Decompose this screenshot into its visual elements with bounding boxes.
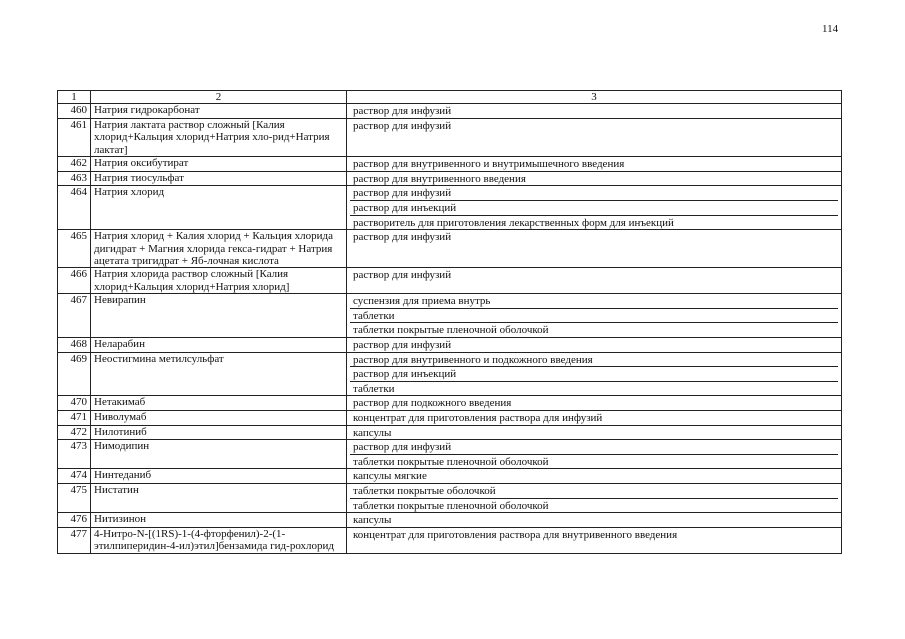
table-row	[58, 186, 842, 230]
table-row	[58, 352, 842, 396]
row-number: 472	[58, 425, 91, 440]
dosage-form: раствор для инфузий	[350, 186, 838, 201]
table-row	[58, 119, 842, 157]
dosage-forms	[347, 294, 842, 338]
table-row	[58, 338, 842, 353]
dosage-form: раствор для внутривенного введения	[353, 172, 526, 185]
dosage-forms	[347, 425, 842, 440]
drug-name: Невирапин	[91, 294, 347, 338]
dosage-form: раствор для инфузий	[350, 440, 838, 455]
dosage-form: растворитель для приготовления лекарственных форм для инъекций	[353, 216, 674, 229]
row-number: 477	[58, 527, 91, 553]
dosage-form: раствор для подкожного введения	[353, 397, 512, 410]
dosage-forms	[347, 410, 842, 425]
table-header-row	[58, 91, 842, 104]
dosage-form: капсулы мягкие	[353, 470, 427, 483]
drug-name: Неларабин	[91, 338, 347, 353]
dosage-form: таблетки покрытые пленочной оболочкой	[353, 324, 549, 337]
row-number: 467	[58, 294, 91, 338]
dosage-forms	[347, 352, 842, 396]
dosage-form: таблетки	[353, 382, 395, 395]
row-number: 463	[58, 171, 91, 186]
table-row	[58, 171, 842, 186]
table-row	[58, 268, 842, 294]
dosage-forms	[347, 268, 842, 294]
drug-name: Натрия хлорид	[91, 186, 347, 230]
dosage-form: концентрат для приготовления раствора для инфузий	[353, 411, 603, 424]
dosage-forms	[347, 469, 842, 484]
drug-name: Нистатин	[91, 483, 347, 512]
dosage-form: капсулы	[353, 514, 392, 527]
page-number: 114	[822, 23, 839, 35]
row-number: 469	[58, 352, 91, 396]
table-row	[58, 425, 842, 440]
dosage-form: раствор для внутривенного и внутримышечного введения	[353, 158, 625, 171]
row-number: 465	[58, 230, 91, 268]
dosage-forms	[347, 513, 842, 528]
table-row	[58, 483, 842, 512]
dosage-forms	[347, 483, 842, 512]
table-row	[58, 396, 842, 411]
dosage-form: раствор для инъекций	[350, 367, 838, 382]
drug-name: Натрия оксибутират	[91, 157, 347, 172]
drug-name: 4-Нитро-N-[(1RS)-1-(4-фторфенил)-2-(1-этилпиперидин-4-ил)этил]бензамида гид-рохлорид	[91, 527, 347, 553]
row-number: 461	[58, 119, 91, 157]
drug-name: Ниволумаб	[91, 410, 347, 425]
drug-name: Натрия гидрокарбонат	[91, 104, 347, 119]
drug-name: Неостигмина метилсульфат	[91, 352, 347, 396]
dosage-form: таблетки покрытые оболочкой	[350, 484, 838, 499]
dosage-form: суспензия для приема внутрь	[350, 294, 838, 309]
dosage-forms	[347, 104, 842, 119]
drug-name: Нинтеданиб	[91, 469, 347, 484]
table-row	[58, 230, 842, 268]
dosage-forms	[347, 119, 842, 157]
dosage-form: раствор для инфузий	[353, 105, 452, 118]
dosage-form: таблетки покрытые пленочной оболочкой	[353, 455, 549, 468]
dosage-form: раствор для инфузий	[353, 269, 452, 282]
dosage-form: раствор для внутривенного и подкожного введения	[350, 353, 838, 368]
dosage-form: капсулы	[353, 426, 392, 439]
row-number: 460	[58, 104, 91, 119]
drug-list-table	[57, 90, 842, 554]
row-number: 474	[58, 469, 91, 484]
table-row	[58, 440, 842, 469]
drug-name: Нилотиниб	[91, 425, 347, 440]
dosage-form: таблетки	[350, 309, 838, 324]
drug-name: Натрия хлорид + Калия хлорид + Кальция хлорида дигидрат + Магния хлорида гекса-гидрат + Натрия ацетата тригидрат + Яб-лочная кислота	[91, 230, 347, 268]
column-header-form: 3	[347, 91, 842, 104]
drug-name: Натрия тиосульфат	[91, 171, 347, 186]
row-number: 475	[58, 483, 91, 512]
table-row	[58, 294, 842, 338]
dosage-form: раствор для инфузий	[353, 231, 452, 244]
table-body	[58, 104, 842, 553]
dosage-form: раствор для инфузий	[353, 120, 452, 132]
dosage-forms	[347, 230, 842, 268]
table-row	[58, 469, 842, 484]
table-row	[58, 410, 842, 425]
row-number: 476	[58, 513, 91, 528]
dosage-forms	[347, 396, 842, 411]
table-row	[58, 157, 842, 172]
dosage-form: раствор для инфузий	[353, 339, 452, 351]
row-number: 473	[58, 440, 91, 469]
row-number: 462	[58, 157, 91, 172]
dosage-forms	[347, 440, 842, 469]
dosage-forms	[347, 171, 842, 186]
row-number: 471	[58, 410, 91, 425]
drug-name: Натрия хлорида раствор сложный [Калия хлорид+Кальция хлорид+Натрия хлорид]	[91, 268, 347, 294]
dosage-form: концентрат для приготовления раствора для внутривенного введения	[353, 528, 678, 541]
drug-name: Нимодипин	[91, 440, 347, 469]
table-row	[58, 104, 842, 119]
table-row	[58, 527, 842, 553]
column-header-number: 1	[58, 91, 91, 104]
table-row	[58, 513, 842, 528]
dosage-form: таблетки покрытые пленочной оболочкой	[353, 499, 549, 512]
dosage-form: раствор для инъекций	[350, 201, 838, 216]
drug-name: Натрия лактата раствор сложный [Калия хлорид+Кальция хлорид+Натрия хло-рид+Натрия лактат]	[91, 119, 347, 157]
row-number: 470	[58, 396, 91, 411]
dosage-forms	[347, 527, 842, 553]
drug-name: Нитизинон	[91, 513, 347, 528]
row-number: 464	[58, 186, 91, 230]
dosage-forms	[347, 338, 842, 353]
drug-name: Нетакимаб	[91, 396, 347, 411]
dosage-forms	[347, 157, 842, 172]
row-number: 466	[58, 268, 91, 294]
row-number: 468	[58, 338, 91, 353]
dosage-forms	[347, 186, 842, 230]
column-header-name: 2	[91, 91, 347, 104]
